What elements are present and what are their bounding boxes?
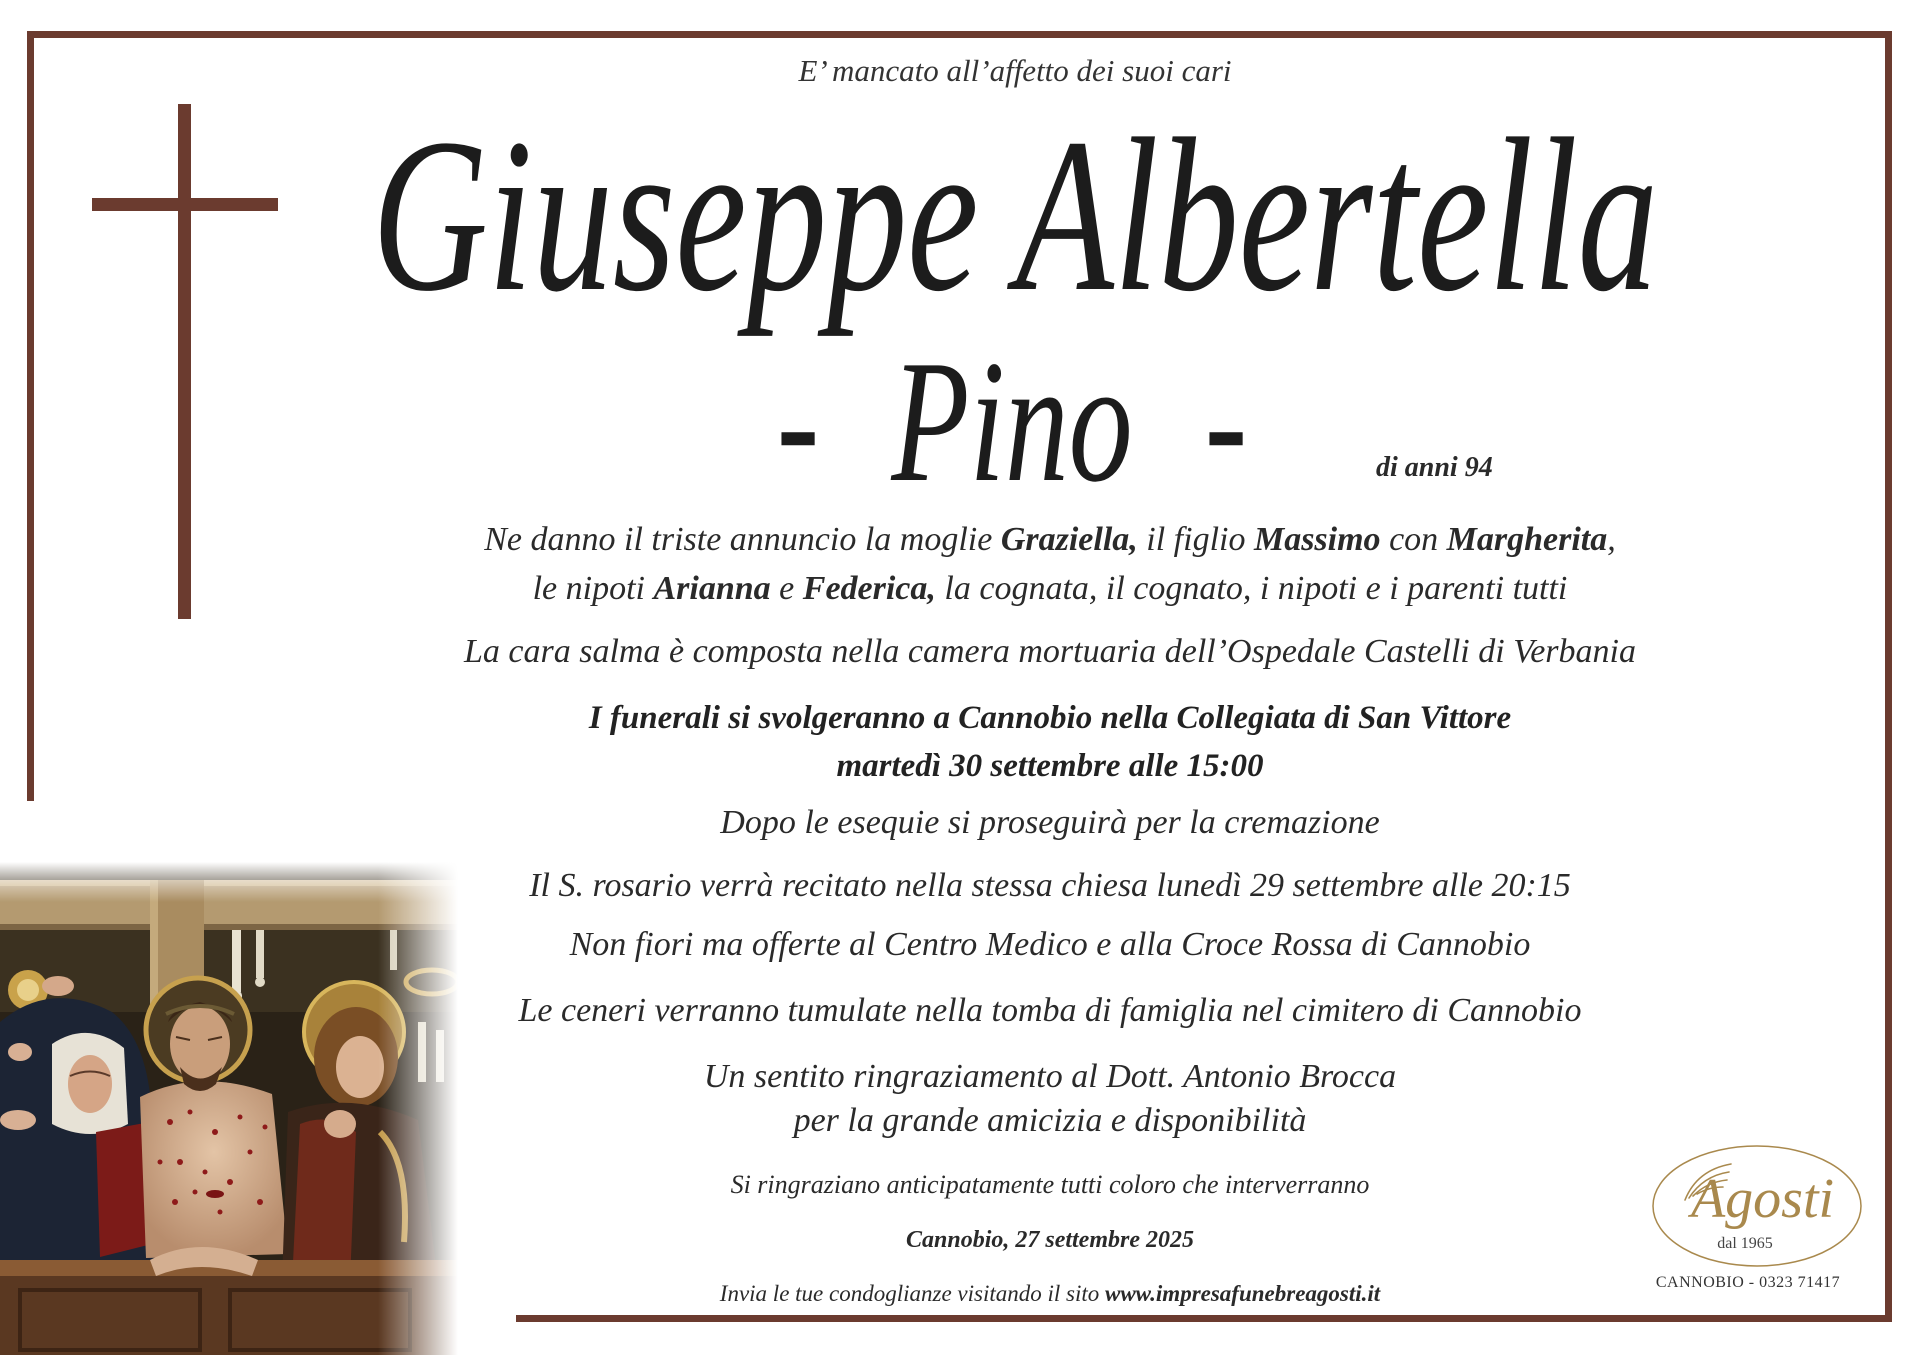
funeral-datetime: martedì 30 settembre alle 15:00 [836,748,1264,784]
cross-horizontal-bar [92,198,278,211]
intro-text: E’ mancato all’affetto dei suoi cari [798,53,1232,88]
family-announcement-line-2 [350,569,1750,609]
text-segment: con [1380,521,1447,558]
cross-icon [92,104,278,619]
pieta-painting [0,862,458,1355]
frame-top-border [27,31,1892,38]
cremation-note: Dopo le esequie si proseguirà per la cremazione [720,804,1380,841]
burial-note: Le ceneri verranno tumulate nella tomba di famiglia nel cimitero di Cannobio [518,992,1582,1029]
place-and-date: Cannobio, 27 settembre 2025 [905,1227,1194,1253]
thanks-line-1: Un sentito ringraziamento al Dott. Antonio Brocca [703,1058,1397,1095]
funeral-home-logo [1645,1140,1870,1305]
condolences-prefix: Invia le tue condoglianze visitando il sito [719,1281,1105,1306]
text-segment: le nipoti [532,570,654,607]
son-partner-name: Margherita [1446,521,1608,558]
condolences-note [350,1280,1750,1308]
donations-note: Non fiori ma offerte al Centro Medico e alla Croce Rossa di Cannobio [569,926,1531,963]
rosary-note: Il S. rosario verrà recitato nella stessa chiesa lunedì 29 settembre alle 20:15 [529,867,1571,904]
text-segment: Ne danno il triste annuncio la moglie [484,521,1001,558]
deceased-nickname: - Pino - [776,324,1248,518]
frame-left-border [27,31,34,801]
granddaughter-name: Arianna [653,570,771,607]
frame-right-border [1885,31,1892,1322]
text-segment: il figlio [1137,521,1254,558]
family-announcement-line-1 [350,520,1750,560]
right-fade [378,862,458,1355]
text-segment: la cognata, il cognato, i nipoti e i parenti tutti [935,570,1568,607]
wife-name: Graziella, [1000,521,1138,558]
website-url: www.impresafunebreagosti.it [1105,1281,1381,1306]
funeral-place: I funerali si svolgeranno a Cannobio nella Collegiata di San Vittore [588,700,1512,736]
logo-brand-name: Agosti [1690,1168,1835,1230]
deceased-name: Giuseppe Albertella [371,93,1659,337]
text-segment: , [1607,521,1616,558]
logo-contact-info: CANNOBIO - 0323 71417 [1655,1274,1841,1291]
cross-vertical-bar [178,104,191,619]
pieta-painting-art [0,862,458,1355]
thanks-line-2: per la grande amicizia e disponibilità [793,1102,1307,1139]
son-name: Massimo [1253,521,1381,558]
text-segment: e [770,570,803,607]
advance-thanks: Si ringraziano anticipatamente tutti coloro che interverranno [730,1170,1370,1199]
deceased-age: di anni 94 [1376,452,1493,483]
frame-bottom-border [516,1315,1892,1322]
logo-founded-year: dal 1965 [1717,1235,1773,1252]
granddaughter-name: Federica, [802,570,936,607]
wake-location: La cara salma è composta nella camera mortuaria dell’Ospedale Castelli di Verbania [464,633,1636,670]
